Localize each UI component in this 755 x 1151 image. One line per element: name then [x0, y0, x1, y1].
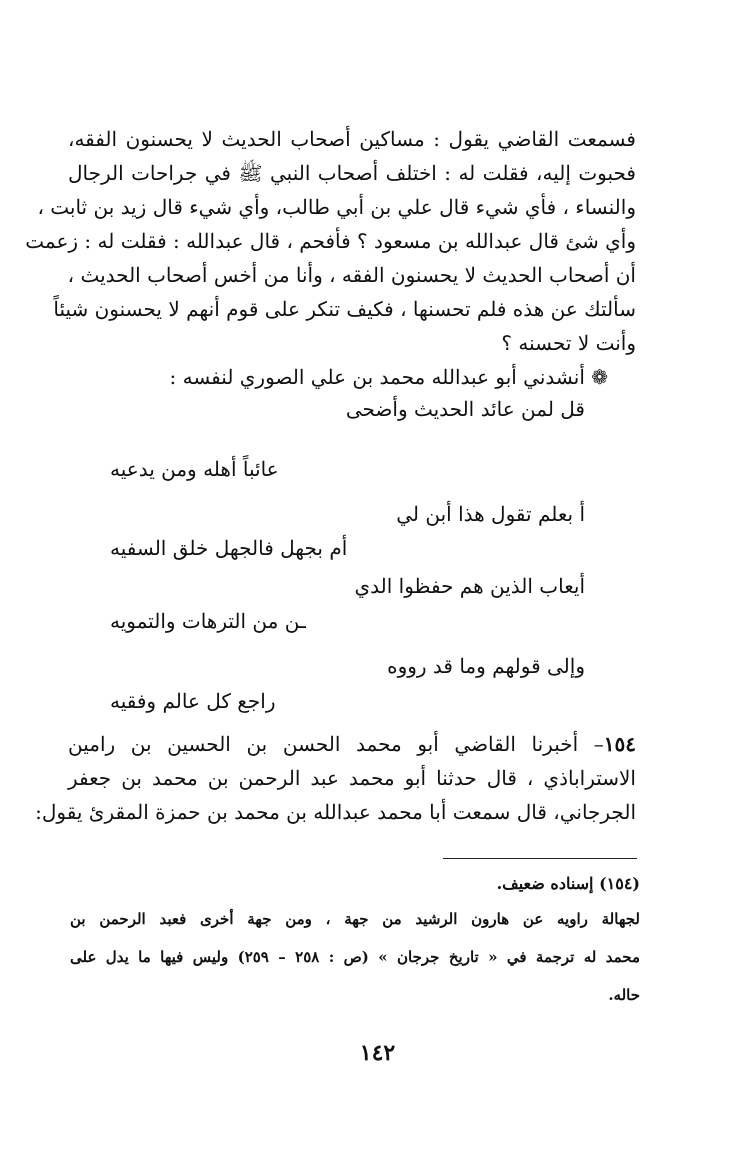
- paragraph-line: وأنت لا تحسنه ؟: [501, 331, 636, 355]
- footnote: [70, 868, 640, 1014]
- poem-intro: ❁ أنشدني أبو عبدالله محمد بن علي الصوري لنفسه :: [169, 365, 608, 389]
- footnote-title: (١٥٤) إسناده ضعيف.: [496, 874, 640, 893]
- entry-line: [68, 727, 636, 761]
- paragraph-line: والنساء ، فأي شيء قال علي بن أبي طالب، وأي شيء قال زيد بن ثابت ،: [37, 195, 636, 219]
- entry-number: ١٥٤: [603, 732, 636, 756]
- verse-hemistich: وإلى قولهم وما قد رووه: [387, 654, 585, 678]
- entry-line: الجرجاني، قال سمعت أبا محمد عبدالله بن محمد بن حمزة المقرئ يقول:: [35, 800, 636, 824]
- verse-hemistich: قل لمن عائد الحديث وأضحى: [345, 397, 585, 421]
- main-text: [25, 122, 636, 394]
- verse-hemistich: راجع كل عالم وفقيه: [110, 689, 276, 713]
- paragraph-line: فحبوت إليه، فقلت له : اختلف أصحاب النبي ﷺ في جراحات الرجال: [68, 161, 636, 185]
- entry-first-line: – أخبرنا القاضي أبو محمد الحسن بن الحسين بن رامين: [68, 732, 604, 756]
- paragraph-line: أن أصحاب الحديث لا يحسنون الفقه ، وأنا من أخس أصحاب الحديث ،: [67, 263, 636, 287]
- paragraph-line: سألتك عن هذه فلم تحسنها ، فكيف تنكر على قوم أنهم لا يحسنون شيئاً: [53, 297, 636, 321]
- entry-line: الاستراباذي ، قال حدثنا أبو محمد عبد الرحمن بن محمد بن جعفر: [68, 766, 636, 790]
- footnote-line: محمد له ترجمة في « تاريخ جرجان » (ص : ٢٥٨ – ٢٥٩) وليس فيها ما يدل على: [70, 948, 641, 966]
- footnote-divider: [443, 858, 637, 859]
- page-number: ١٤٢: [359, 1040, 396, 1066]
- paragraph-line: فسمعت القاضي يقول : مساكين أصحاب الحديث لا يحسنون الفقه،: [68, 127, 636, 151]
- verse-hemistich: ـن من الترهات والتمويه: [110, 609, 306, 633]
- verse-hemistich: أيعاب الذين هم حفظوا الدي: [354, 574, 585, 598]
- paragraph-line: وأي شئ قال عبدالله بن مسعود ؟ فأفحم ، قال عبدالله : فقلت له : زعمت: [25, 229, 636, 253]
- entry-154: [35, 727, 636, 829]
- verse-hemistich: عائباً أهله ومن يدعيه: [110, 457, 279, 481]
- footnote-line: حاله.: [608, 986, 640, 1004]
- verse-hemistich: أم بجهل فالجهل خلق السفيه: [110, 536, 348, 560]
- footnote-line: لجهالة راويه عن هارون الرشيد من جهة ، ومن جهة أخرى فعبد الرحمن بن: [70, 910, 640, 928]
- verse-hemistich: أ بعلم تقول هذا أبن لي: [396, 502, 585, 526]
